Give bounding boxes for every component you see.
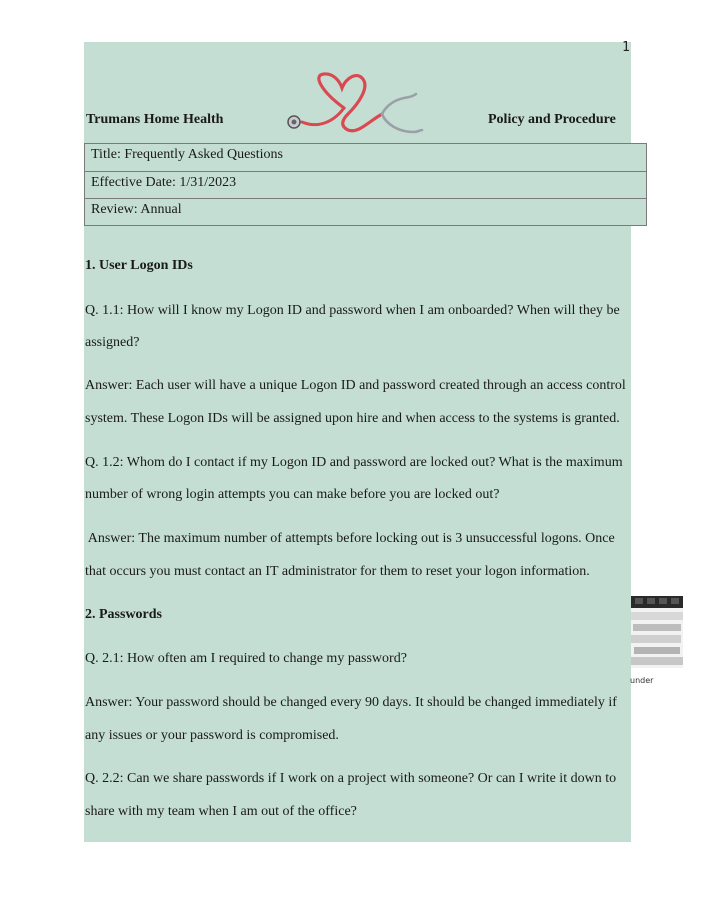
question-2-2-line1: Q. 2.2: Can we share passwords if I work on a project with someone? Or can I write it down to xyxy=(85,771,617,786)
stethoscope-heart-logo xyxy=(282,70,427,140)
dictionary-page-image xyxy=(631,596,683,668)
organization-name: Trumans Home Health xyxy=(86,112,224,127)
side-image-caption: under xyxy=(630,676,654,685)
title-row: Title: Frequently Asked Questions xyxy=(84,143,647,172)
question-1-2-line2: number of wrong login attempts you can make before you are locked out? xyxy=(85,487,500,502)
answer-2-1-line1: Answer: Your password should be changed every 90 days. It should be changed immediately if xyxy=(85,695,617,710)
question-1-1-line2: assigned? xyxy=(85,335,140,350)
answer-1-1-line1: Answer: Each user will have a unique Logon ID and password created through an access control xyxy=(85,378,626,393)
answer-1-1-line2: system. These Logon IDs will be assigned upon hire and when access to the systems is granted. xyxy=(85,411,620,426)
section-heading-logon-ids: 1. User Logon IDs xyxy=(85,258,193,273)
review-row: Review: Annual xyxy=(84,199,647,226)
page-number: 1 xyxy=(622,40,630,55)
answer-2-1-line2: any issues or your password is compromised. xyxy=(85,728,339,743)
question-2-1-line1: Q. 2.1: How often am I required to change my password? xyxy=(85,651,407,666)
section-heading-passwords: 2. Passwords xyxy=(85,607,163,622)
answer-1-2-line2: that occurs you must contact an IT administrator for them to reset your logon information. xyxy=(85,564,590,579)
question-2-2-line2: share with my team when I am out of the office? xyxy=(85,804,357,819)
answer-1-2-line1: Answer: The maximum number of attempts before locking out is 3 unsuccessful logons. Once xyxy=(85,531,615,546)
document-info-table xyxy=(84,143,647,226)
document-type: Policy and Procedure xyxy=(488,112,616,127)
question-1-1-line1: Q. 1.1: How will I know my Logon ID and password when I am onboarded? When will they be xyxy=(85,303,620,318)
effective-date-row: Effective Date: 1/31/2023 xyxy=(84,172,647,199)
question-1-2-line1: Q. 1.2: Whom do I contact if my Logon ID and password are locked out? What is the maximum xyxy=(85,455,623,470)
